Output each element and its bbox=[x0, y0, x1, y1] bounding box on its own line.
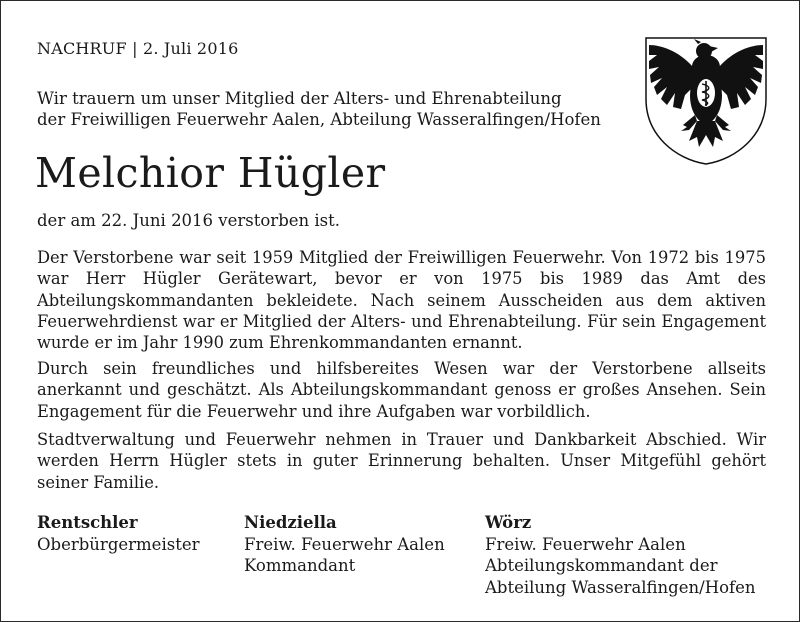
signature-title: Freiw. Feuerwehr Aalen bbox=[485, 534, 686, 554]
paragraph-farewell: Stadtverwaltung und Feuerwehr nehmen in Trauer und Dankbarkeit Abschied. Wir werden Herrn Hügler stets in guter Erinnerung behalten. Unser Mitgefühl gehört seiner Familie. bbox=[37, 430, 766, 492]
intro-text bbox=[37, 88, 601, 130]
deceased-name: Melchior Hügler bbox=[35, 149, 386, 197]
signature-rentschler bbox=[37, 512, 199, 555]
eagle-coat-of-arms-icon bbox=[645, 37, 767, 165]
intro-line-2: der Freiwilligen Feuerwehr Aalen, Abteilung Wasseralfingen/Hofen bbox=[37, 110, 601, 129]
death-date-line: der am 22. Juni 2016 verstorben ist. bbox=[37, 211, 341, 230]
signature-name: Wörz bbox=[485, 513, 532, 532]
paragraph-character: Durch sein freundliches und hilfsbereites Wesen war der Verstorbene allseits anerkannt und geschätzt. Als Abteilungskommandant genoss er großes Ansehen. Sein Engagement für die Feuerwehr und ihre Aufgaben war vorbildlich. bbox=[37, 359, 766, 421]
signature-niedziella bbox=[244, 512, 445, 577]
signature-title: Oberbürgermeister bbox=[37, 534, 200, 554]
signature-title: Abteilung Wasseralfingen/Hofen bbox=[485, 577, 756, 597]
intro-line-1: Wir trauern um unser Mitglied der Alters- und Ehrenabteilung bbox=[37, 89, 562, 108]
signature-name: Niedziella bbox=[244, 513, 337, 532]
signature-title: Kommandant bbox=[244, 556, 356, 575]
header-line: NACHRUF | 2. Juli 2016 bbox=[37, 39, 239, 58]
signature-title: Abteilungskommandant der bbox=[485, 556, 718, 575]
signature-woerz bbox=[485, 512, 756, 598]
signature-name: Rentschler bbox=[37, 513, 138, 532]
signature-title: Freiw. Feuerwehr Aalen bbox=[244, 534, 445, 554]
paragraph-biography: Der Verstorbene war seit 1959 Mitglied der Freiwilligen Feuerwehr. Von 1972 bis 1975 war Herr Hügler Gerätewart, bevor er von 1975 bis 1989 das Amt des Abteilungskommandanten bekleidete. Nach seinem Ausscheiden aus dem aktiven Feuerwehrdienst war er Mitglied der Alters- und Ehrenabteilung. Für sein Engagement wurde er im Jahr 1990 zum Ehrenkommandanten ernannt. bbox=[37, 248, 766, 353]
